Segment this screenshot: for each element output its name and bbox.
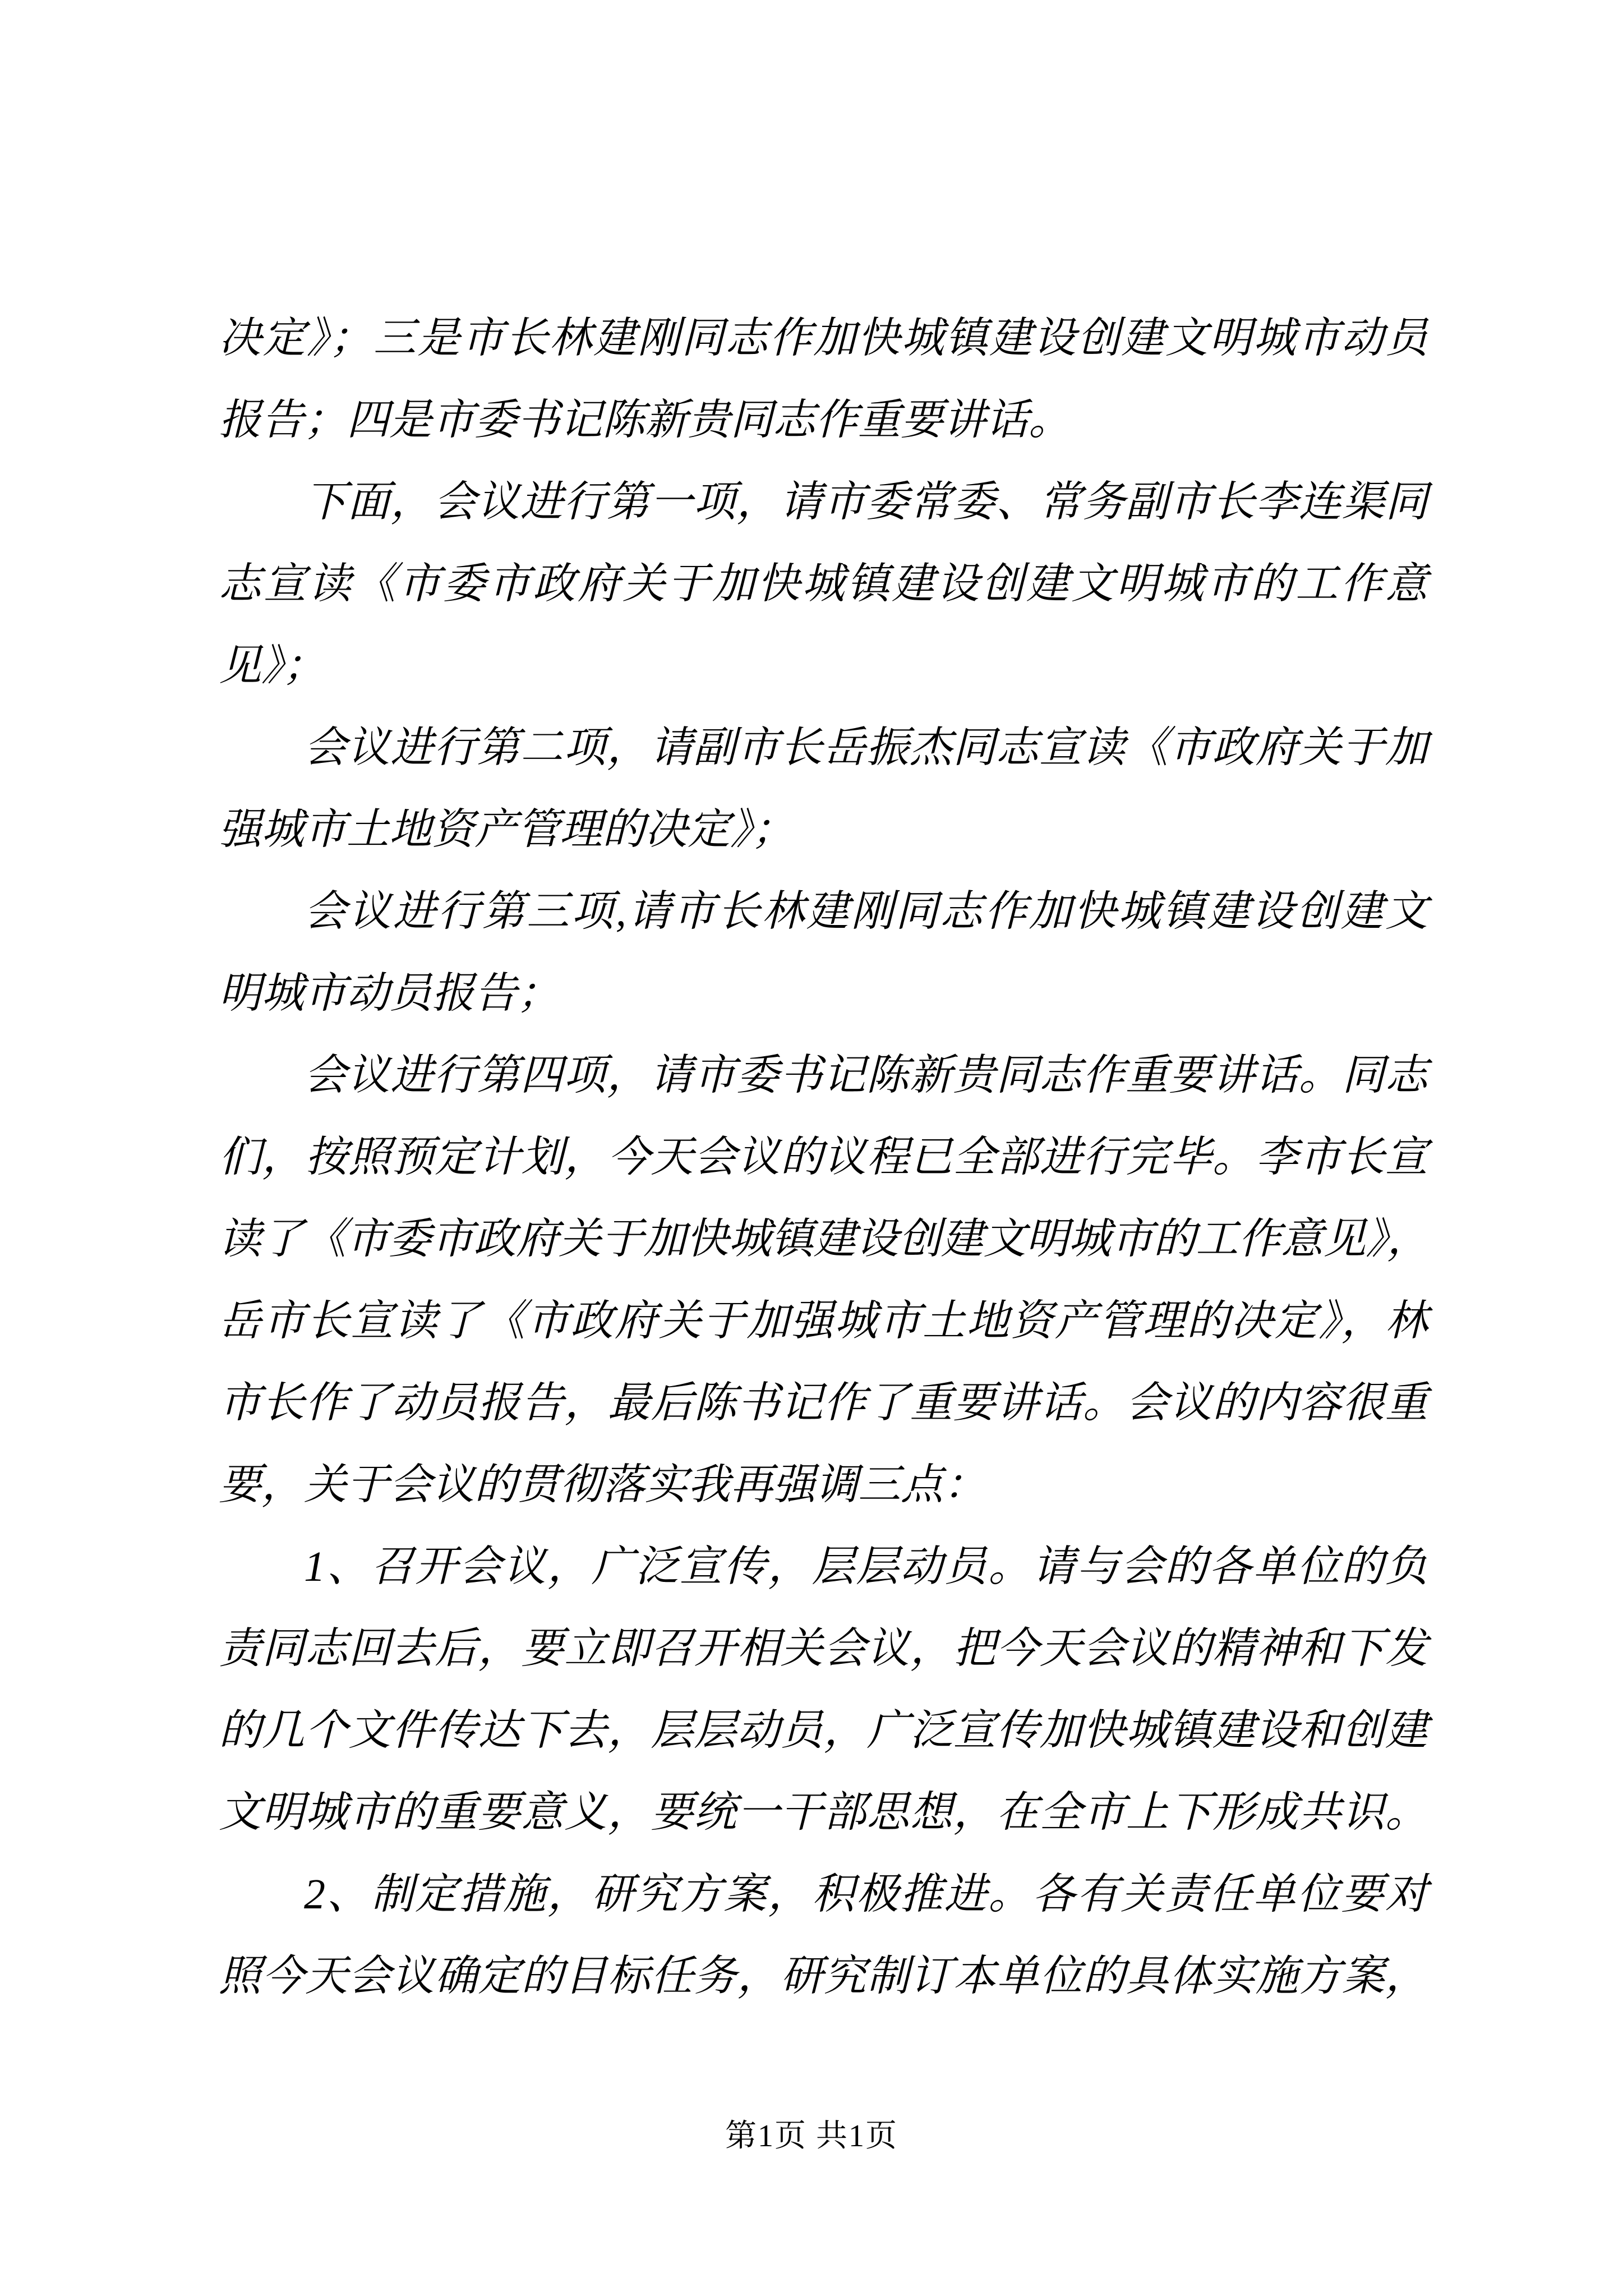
text-line: 读了《市委市政府关于加快城镇建设创建文明城市的工作意见》，	[219, 1216, 1428, 1263]
text-line: 强城市土地资产管理的决定》；	[219, 806, 794, 853]
text-line: 会议进行第四项，请市委书记陈新贵同志作重要讲话。同志	[304, 1052, 1428, 1099]
text-line: 岳市长宣读了《市政府关于加强城市土地资产管理的决定》，林	[219, 1297, 1428, 1345]
text-line: 会议进行第三项,请市长林建刚同志作加快城镇建设创建文	[304, 888, 1428, 935]
text-line: 文明城市的重要意义，要统一干部思想，在全市上下形成共识。	[219, 1789, 1428, 1836]
text-line: 报告；四是市委书记陈新贵同志作重要讲话。	[219, 397, 1071, 444]
text-line: 明城市动员报告；	[219, 970, 560, 1017]
text-line: 要，关于会议的贯彻落实我再强调三点：	[219, 1461, 986, 1508]
text-line: 责同志回去后，要立即召开相关会议，把今天会议的精神和下发	[219, 1625, 1428, 1672]
text-line: 志宣读《市委市政府关于加快城镇建设创建文明城市的工作意	[219, 560, 1428, 608]
text-line: 们，按照预定计划，今天会议的议程已全部进行完毕。李市长宣	[219, 1134, 1428, 1181]
page-footer	[0, 2118, 1623, 2154]
text-line: 下面，会议进行第一项，请市委常委、常务副市长李连渠同	[304, 478, 1428, 526]
text-line: 照今天会议确定的目标任务，研究制订本单位的具体实施方案，	[219, 1953, 1428, 2000]
text-line: 2、制定措施，研究方案，积极推进。各有关责任单位要对	[304, 1871, 1428, 1918]
text-line: 市长作了动员报告，最后陈书记作了重要讲话。会议的内容很重	[219, 1379, 1428, 1427]
text-line: 会议进行第二项，请副市长岳振杰同志宣读《市政府关于加	[304, 724, 1428, 771]
text-line: 1、召开会议，广泛宣传，层层动员。请与会的各单位的负	[304, 1543, 1428, 1590]
text-line: 见》；	[219, 642, 325, 689]
document-body	[219, 297, 1428, 2017]
text-line: 的几个文件传达下去，层层动员，广泛宣传加快城镇建设和创建	[219, 1707, 1428, 1754]
text-line: 决定》；三是市长林建刚同志作加快城镇建设创建文明城市动员	[219, 315, 1428, 362]
footer-page-info: 第1页 共1页	[725, 2119, 898, 2154]
